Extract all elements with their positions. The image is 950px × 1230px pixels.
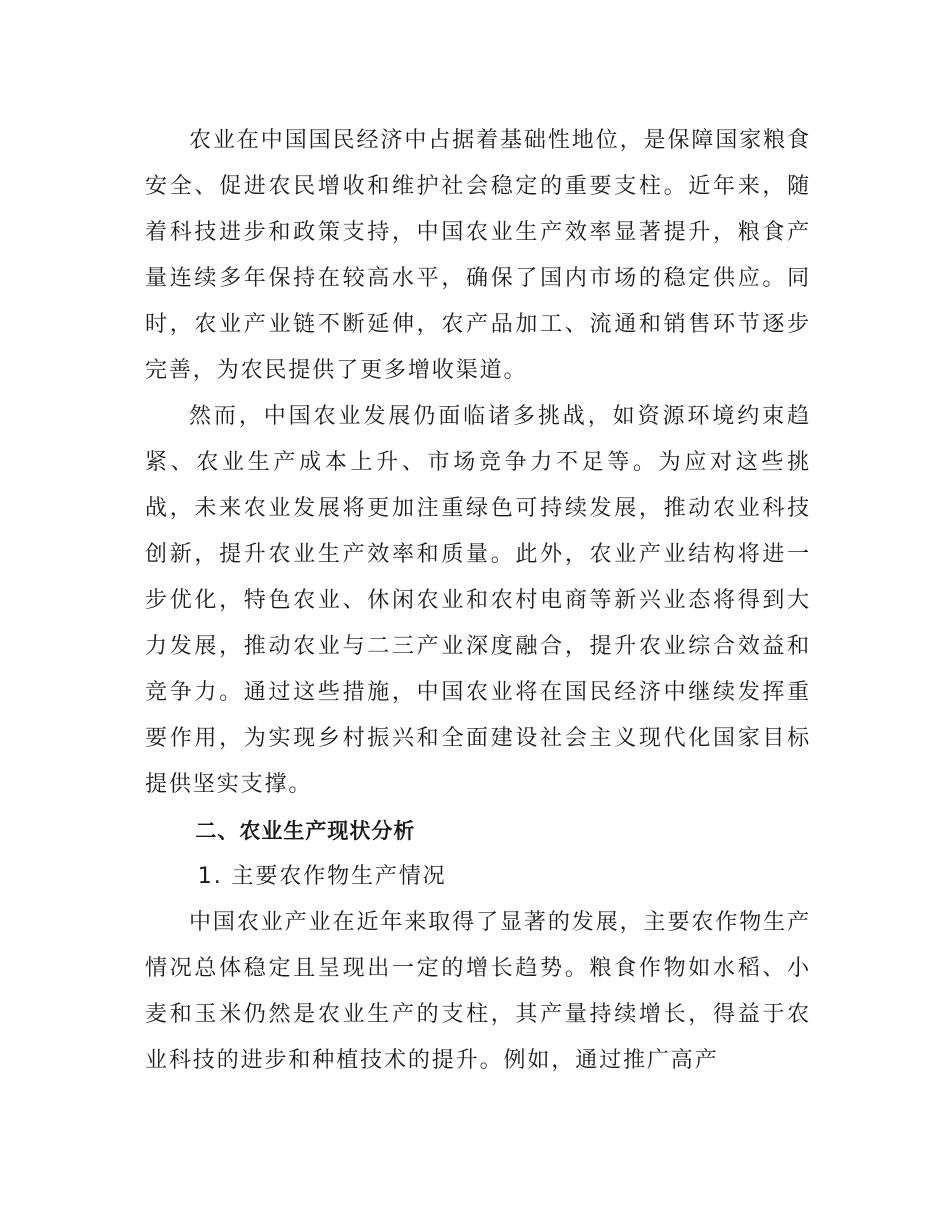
body-paragraph-intro: 农业在中国国民经济中占据着基础性地位，是保障国家粮食安全、促进农民增收和维护社会稳定的重要支柱。近年来，随着科技进步和政策支持，中国农业生产效率显著提升，粮食产量连续多年保持在较高水平，确保了国内市场的稳定供应。同时，农业产业链不断延伸，农产品加工、流通和销售环节逐步完善，为农民提供了更多增收渠道。 (145, 128, 811, 383)
section-heading: 二、农业生产现状分析 (195, 819, 416, 843)
body-paragraph-challenges: 然而，中国农业发展仍面临诸多挑战，如资源环境约束趋紧、农业生产成本上升、市场竞争力不足等。为应对这些挑战，未来农业发展将更加注重绿色可持续发展，推动农业科技创新，提升农业生产效率和质量。此外，农业产业结构将进一步优化，特色农业、休闲农业和农村电商等新兴业态将得到大力发展，推动农业与二三产业深度融合，提升农业综合效益和竞争力。通过这些措施，中国农业将在国民经济中继续发挥重要作用，为实现乡村振兴和全面建设社会主义现代化国家目标提供坚实支撑。 (145, 404, 811, 797)
subsection-heading: 1. 主要农作物生产情况 (197, 864, 447, 889)
document-body (145, 118, 811, 1084)
body-paragraph-crops: 中国农业产业在近年来取得了显著的发展，主要农作物生产情况总体稳定且呈现出一定的增长趋势。粮食作物如水稻、小麦和玉米仍然是农业生产的支柱，其产量持续增长，得益于农业科技的进步和种植技术的提升。例如，通过推广高产 (145, 910, 811, 1073)
